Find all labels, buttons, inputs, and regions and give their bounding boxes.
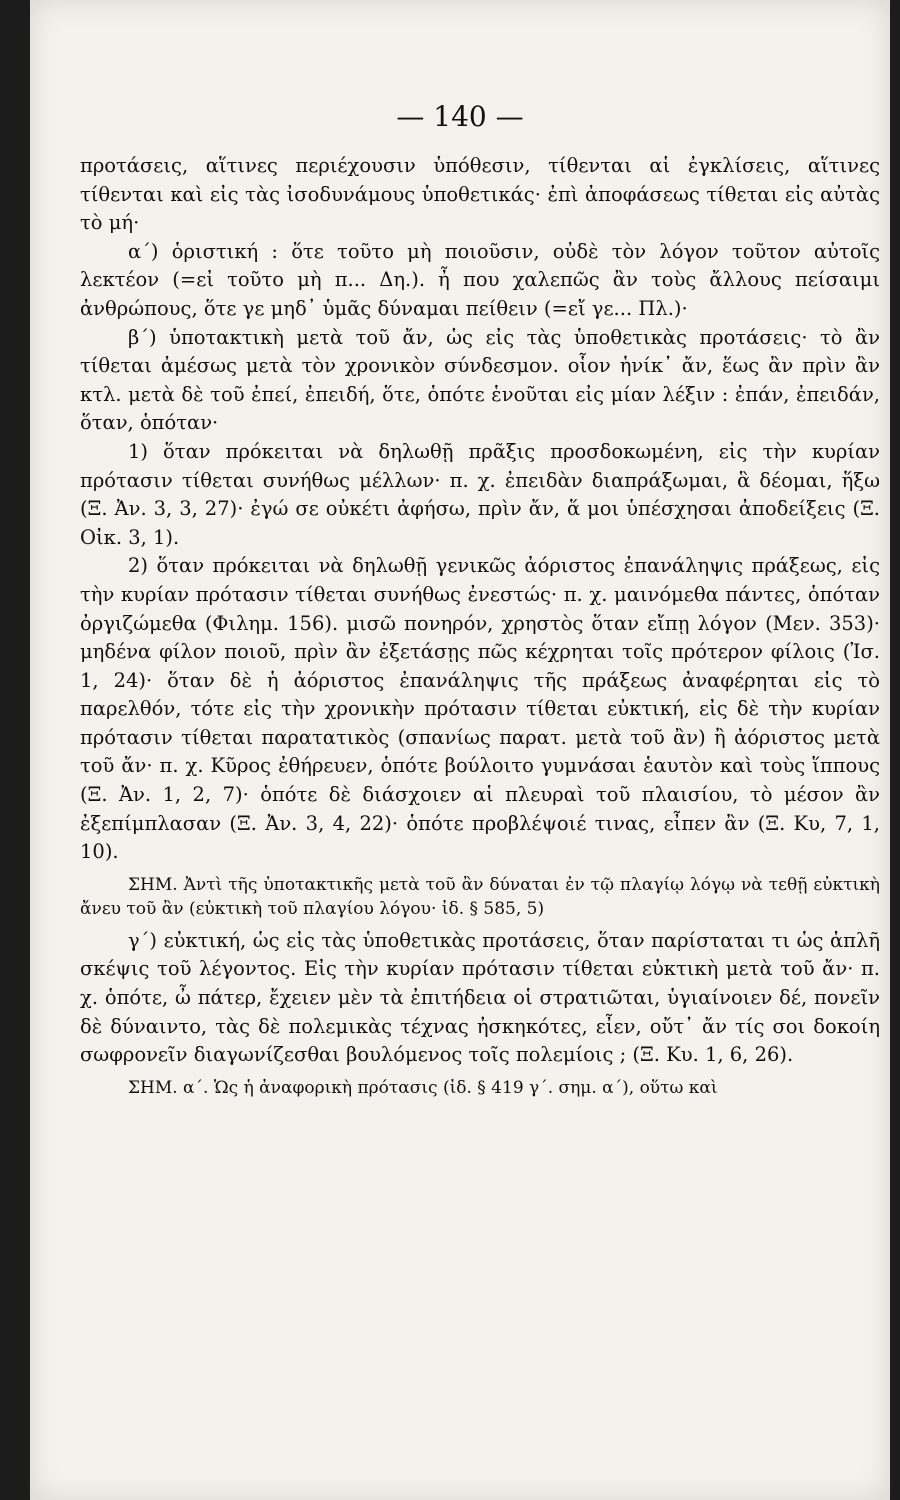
book-page [30, 0, 890, 1500]
page-number: — 140 — [396, 100, 524, 133]
paragraph-intro: προτάσεις, αἵτινες περιέχουσιν ὑπόθεσιν, τίθενται αἱ ἐγκλίσεις, αἵτινες τίθενται καὶ εἰς τὰς ἰσοδυνάμους ὑποθετικάς· ἐπὶ ἀποφάσεως τίθεται εἰς αὐτὰς τὸ μή· [80, 154, 880, 235]
paragraph-alpha-indicative: α΄) ὁριστική : ὅτε τοῦτο μὴ ποιοῦσιν, οὐδὲ τὸν λόγον τοῦτον αὐτοῖς λεκτέον (=εἰ τοῦτο μὴ π... Δη.). ἦ που χαλεπῶς ἂν τοὺς ἄλλους πείσαιμι ἀνθρώπους, ὅτε γε μηδ᾿ ὑμᾶς δύναμαι πείθειν (=εἴ γε... Πλ.)· [80, 239, 880, 320]
paragraph-case-2: 2) ὅταν πρόκειται νὰ δηλωθῇ γενικῶς ἀόριστος ἐπανάληψις πράξεως, εἰς τὴν κυρίαν πρότασιν τίθεται συνήθως ἐνεστώς· π. χ. μαινόμεθα πάντες, ὁπόταν ὀργιζώμεθα (Φιλημ. 156). μισῶ πονηρόν, χρηστὸς ὅταν εἴπῃ λόγον (Μεν. 353)· μηδένα φίλον ποιοῦ, πρὶν ἂν ἐξετάσῃς πῶς κέχρηται τοῖς πρότερον φίλοις (Ἰσ. 1, 24)· ὅταν δὲ ἡ ἀόριστος ἐπανάληψις τῆς πράξεως ἀναφέρηται εἰς τὸ παρελθόν, τότε εἰς τὴν χρονικὴν πρότασιν τίθεται εὐκτική, εἰς δὲ τὴν κυρίαν πρότασιν τίθεται παρατατικὸς (σπανίως παρατ. μετὰ τοῦ ἂν) ἢ ἀόριστος μετὰ τοῦ ἄν· π. χ. Κῦρος ἐθήρευεν, ὁπότε βούλοιτο γυμνάσαι ἑαυτὸν καὶ τοὺς ἵππους (Ξ. Ἀν. 1, 2, 7)· ὁπότε δὲ διάσχοιεν αἱ πλευραὶ τοῦ πλαισίου, τὸ μέσον ἂν ἐξεπίμπλασαν (Ξ. Ἀν. 3, 4, 22)· ὁπότε προβλέψοιέ τινας, εἶπεν ἂν (Ξ. Κυ, 7, 1, 10). [80, 554, 880, 864]
note-1: ΣΗΜ. Ἀντὶ τῆς ὑποτακτικῆς μετὰ τοῦ ἂν δύναται ἐν τῷ πλαγίῳ λόγῳ νὰ τεθῇ εὐκτικὴ ἄνευ τοῦ ἂν (εὐκτικὴ τοῦ πλαγίου λόγου· ἰδ. § 585, 5) [80, 874, 880, 919]
paragraph-beta-subjunctive: β΄) ὑποτακτικὴ μετὰ τοῦ ἄν, ὡς εἰς τὰς ὑποθετικὰς προτάσεις· τὸ ἂν τίθεται ἀμέσως μετὰ τὸν χρονικὸν σύνδεσμον. οἷον ἡνίκ᾿ ἄν, ἕως ἂν πρὶν ἂν κτλ. μετὰ δὲ τοῦ ἐπεί, ἐπειδή, ὅτε, ὁπότε ἑνοῦται εἰς μίαν λέξιν : ἐπάν, ἐπειδάν, ὅταν, ὁπόταν· [80, 325, 880, 435]
note-2: ΣΗΜ. α΄. Ὡς ἡ ἀναφορικὴ πρότασις (ἰδ. § 419 γ΄. σημ. α΄), οὕτω καὶ [128, 1077, 718, 1098]
page-text [80, 152, 880, 1100]
paragraph-gamma-optative: γ΄) εὐκτική, ὡς εἰς τὰς ὑποθετικὰς προτάσεις, ὅταν παρίσταται τι ὡς ἁπλῆ σκέψις τοῦ λέγοντος. Εἰς τὴν κυρίαν πρότασιν τίθεται εὐκτικὴ μετὰ τοῦ ἄν· π. χ. ὁπότε, ὦ πάτερ, ἔχειεν μὲν τὰ ἐπιτήδεια οἱ στρατιῶται, ὑγιαίνοιεν δέ, πονεῖν δὲ δύναιντο, τὰς δὲ πολεμικὰς τέχνας ἠσκηκότες, εἶεν, οὔτ᾿ ἄν τίς σοι δοκοίη σωφρονεῖν διαγωνίζεσθαι βουλόμενος τοῖς πολεμίοις ; (Ξ. Κυ. 1, 6, 26). [80, 928, 880, 1067]
paragraph-case-1: 1) ὅταν πρόκειται νὰ δηλωθῇ πρᾶξις προσδοκωμένη, εἰς τὴν κυρίαν πρότασιν τίθεται συνήθως μέλλων· π. χ. ἐπειδὰν διαπράξωμαι, ἃ δέομαι, ἥξω (Ξ. Ἀν. 3, 3, 27)· ἐγώ σε οὐκέτι ἀφήσω, πρὶν ἄν, ἅ μοι ὑπέσχησαι ἀποδείξεις (Ξ. Οἰκ. 3, 1). [80, 439, 880, 549]
